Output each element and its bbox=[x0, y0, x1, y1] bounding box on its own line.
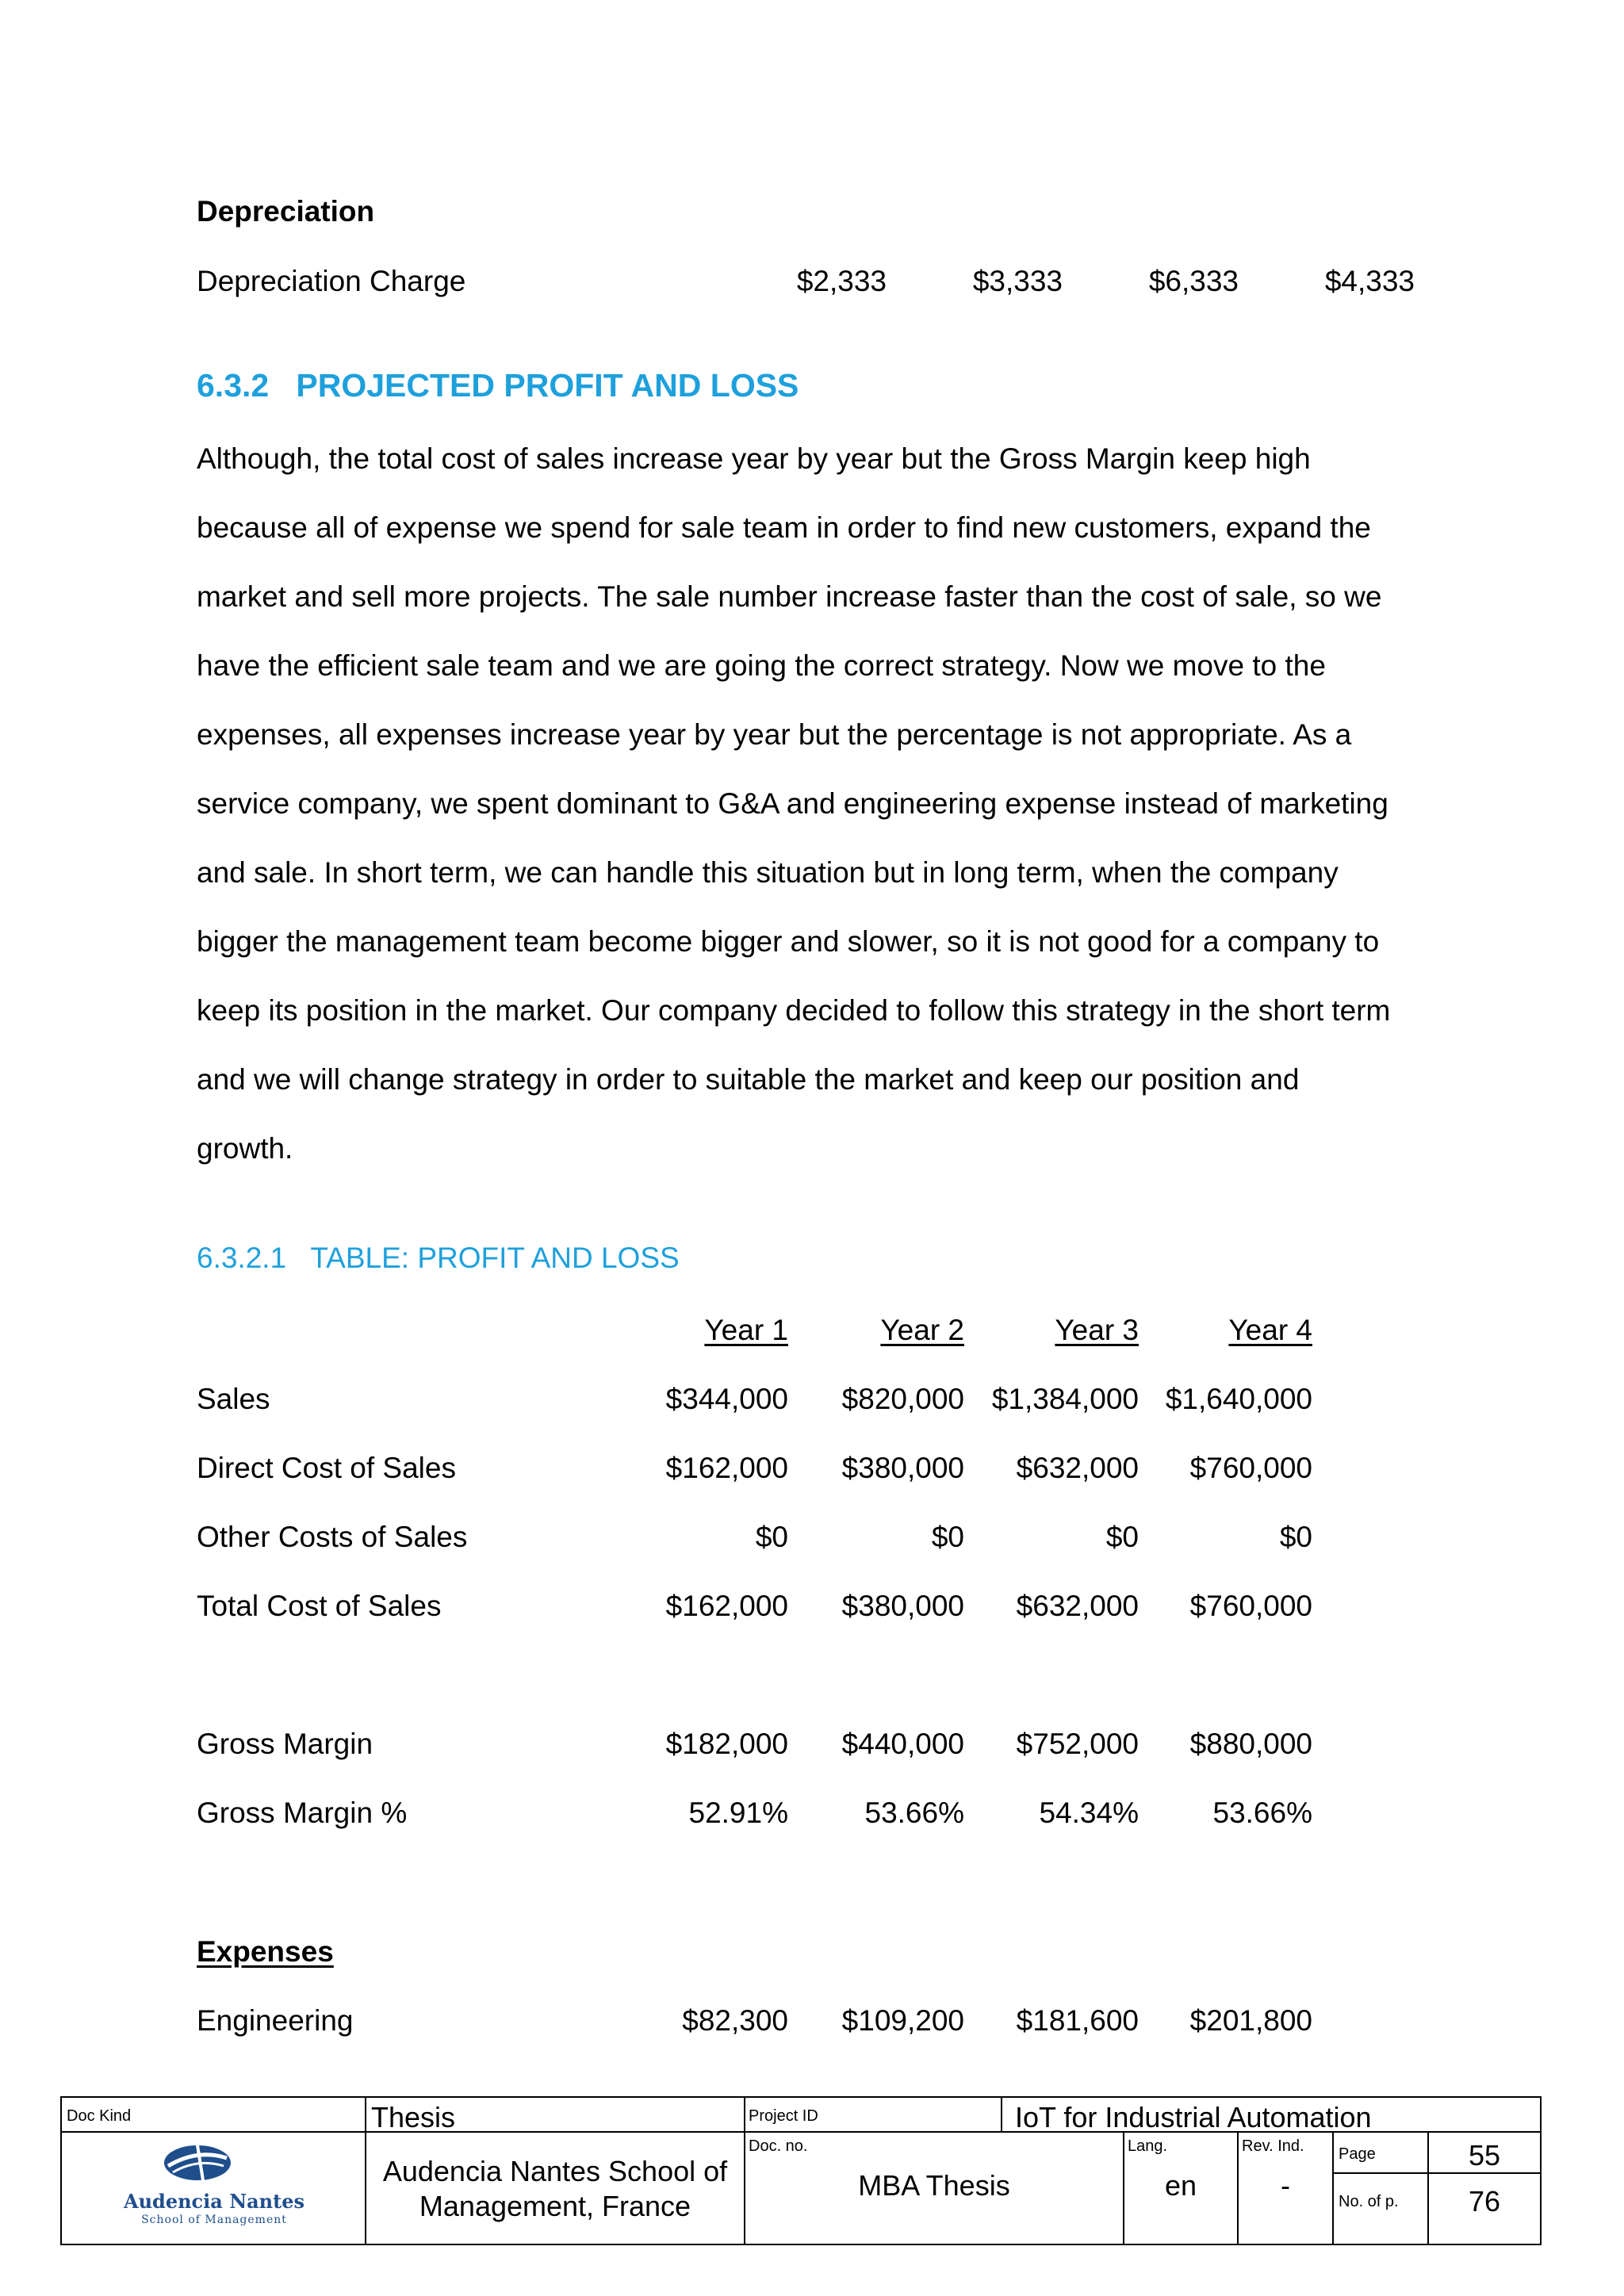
paragraph-line: have the efficient sale team and we are going the correct strategy. Now we move to the bbox=[197, 649, 1326, 682]
table-cell: $380,000 bbox=[841, 1452, 964, 1484]
doc-kind-value-cell bbox=[366, 2098, 745, 2133]
table-cell: $1,384,000 bbox=[991, 1383, 1139, 1415]
table-heading: 6.3.2.1 TABLE: PROFIT AND LOSS bbox=[197, 1242, 680, 1274]
table-cell: $1,640,000 bbox=[1165, 1383, 1312, 1415]
row-label-gross-margin: Gross Margin bbox=[197, 1728, 373, 1760]
depreciation-row-label: Depreciation Charge bbox=[197, 265, 466, 297]
column-header-year-3: Year 3 bbox=[1055, 1314, 1139, 1346]
doc-kind-value: Thesis bbox=[371, 2101, 456, 2133]
table-cell: $109,200 bbox=[841, 2004, 964, 2037]
table-cell: $752,000 bbox=[1016, 1728, 1139, 1760]
audencia-logo-icon bbox=[162, 2142, 233, 2183]
project-id-label: Project ID bbox=[749, 2107, 818, 2125]
page-value-cell bbox=[1429, 2133, 1540, 2174]
lang-value: en bbox=[1164, 2169, 1197, 2202]
row-label-gross-margin-pct: Gross Margin % bbox=[197, 1797, 408, 1829]
paragraph-line: keep its position in the market. Our company decided to follow this strategy in the short term bbox=[197, 994, 1391, 1027]
doc-no-label: Doc. no. bbox=[749, 2137, 808, 2155]
project-id-label-cell bbox=[745, 2098, 1002, 2133]
school-line-2: Management, France bbox=[419, 2190, 691, 2222]
depreciation-value-3: $6,333 bbox=[1148, 265, 1239, 297]
rev-label: Rev. Ind. bbox=[1242, 2137, 1304, 2155]
table-cell: $380,000 bbox=[841, 1590, 964, 1622]
num-pages-label: No. of p. bbox=[1339, 2193, 1399, 2210]
paragraph-line: growth. bbox=[197, 1132, 293, 1165]
paragraph-line: and sale. In short term, we can handle this situation but in long term, when the company bbox=[197, 856, 1339, 889]
table-cell: $162,000 bbox=[665, 1590, 788, 1622]
paragraph-line: Although, the total cost of sales increase year by year but the Gross Margin keep high bbox=[197, 442, 1311, 475]
depreciation-value-4: $4,333 bbox=[1324, 265, 1415, 297]
logo-name: Audencia Nantes bbox=[123, 2190, 304, 2213]
column-header-year-2: Year 2 bbox=[880, 1314, 964, 1346]
column-header-year-4: Year 4 bbox=[1228, 1314, 1312, 1346]
table-cell: $880,000 bbox=[1189, 1728, 1312, 1760]
num-pages-value-cell bbox=[1429, 2174, 1540, 2244]
paragraph-line: expenses, all expenses increase year by year but the percentage is not appropriate. As a bbox=[197, 718, 1352, 751]
row-label-other-costs: Other Costs of Sales bbox=[197, 1521, 468, 1553]
table-cell: $82,300 bbox=[682, 2004, 788, 2037]
section-paragraph bbox=[197, 424, 1434, 1183]
footer-title-block bbox=[60, 2096, 1542, 2245]
table-cell: $632,000 bbox=[1016, 1590, 1139, 1622]
table-cell: $440,000 bbox=[841, 1728, 964, 1760]
page-label: Page bbox=[1339, 2145, 1376, 2163]
school-cell bbox=[366, 2133, 745, 2244]
table-cell: $0 bbox=[1105, 1521, 1139, 1553]
depreciation-value-2: $3,333 bbox=[972, 265, 1063, 297]
lang-label: Lang. bbox=[1128, 2137, 1168, 2155]
table-cell: 54.34% bbox=[1039, 1797, 1139, 1829]
paragraph-line: market and sell more projects. The sale number increase faster than the cost of sale, so we bbox=[197, 580, 1382, 613]
paragraph-line: because all of expense we spend for sale team in order to find new customers, expand the bbox=[197, 511, 1371, 544]
paragraph-line: and we will change strategy in order to suitable the market and keep our position and bbox=[197, 1063, 1300, 1096]
project-id-value-cell bbox=[1002, 2098, 1540, 2133]
lang-cell bbox=[1124, 2133, 1239, 2244]
table-cell: 53.66% bbox=[1212, 1797, 1312, 1829]
doc-no-value: MBA Thesis bbox=[858, 2169, 1010, 2202]
table-cell: $182,000 bbox=[665, 1728, 788, 1760]
table-cell: $201,800 bbox=[1189, 2004, 1312, 2037]
row-label-direct-cost: Direct Cost of Sales bbox=[197, 1452, 456, 1484]
num-pages-value: 76 bbox=[1468, 2185, 1501, 2218]
table-cell: $760,000 bbox=[1189, 1590, 1312, 1622]
paragraph-line: service company, we spent dominant to G&A and engineering expense instead of marketing bbox=[197, 787, 1388, 820]
doc-kind-label-cell bbox=[62, 2098, 366, 2133]
table-cell: 52.91% bbox=[688, 1797, 788, 1829]
depreciation-heading: Depreciation bbox=[197, 195, 375, 228]
table-cell: $181,600 bbox=[1016, 2004, 1139, 2037]
rev-cell bbox=[1239, 2133, 1334, 2244]
num-pages-label-cell bbox=[1334, 2174, 1429, 2244]
table-cell: $820,000 bbox=[841, 1383, 964, 1415]
paragraph-line: bigger the management team become bigger and slower, so it is not good for a company to bbox=[197, 925, 1380, 958]
logo-tagline: School of Management bbox=[141, 2214, 287, 2226]
table-cell: $632,000 bbox=[1016, 1452, 1139, 1484]
doc-no-cell bbox=[745, 2133, 1124, 2244]
school-line-1: Audencia Nantes School of bbox=[382, 2155, 728, 2187]
page-label-cell bbox=[1334, 2133, 1429, 2174]
table-cell: $162,000 bbox=[665, 1452, 788, 1484]
project-id-value: IoT for Industrial Automation bbox=[1015, 2101, 1372, 2133]
table-cell: $0 bbox=[755, 1521, 788, 1553]
section-heading: 6.3.2 PROJECTED PROFIT AND LOSS bbox=[197, 367, 799, 404]
depreciation-value-1: $2,333 bbox=[796, 265, 887, 297]
table-cell: $760,000 bbox=[1189, 1452, 1312, 1484]
row-label-engineering: Engineering bbox=[197, 2004, 354, 2037]
table-cell: 53.66% bbox=[864, 1797, 964, 1829]
logo-cell bbox=[62, 2133, 366, 2244]
table-cell: $0 bbox=[1279, 1521, 1312, 1553]
table-cell: $0 bbox=[931, 1521, 964, 1553]
column-header-year-1: Year 1 bbox=[704, 1314, 788, 1346]
page-value: 55 bbox=[1468, 2139, 1501, 2172]
row-label-total-cost: Total Cost of Sales bbox=[197, 1590, 442, 1622]
expenses-heading: Expenses bbox=[197, 1935, 334, 1968]
rev-value: - bbox=[1281, 2169, 1290, 2202]
doc-kind-label: Doc Kind bbox=[67, 2107, 132, 2125]
row-label-sales: Sales bbox=[197, 1383, 270, 1415]
table-cell: $344,000 bbox=[665, 1383, 788, 1415]
